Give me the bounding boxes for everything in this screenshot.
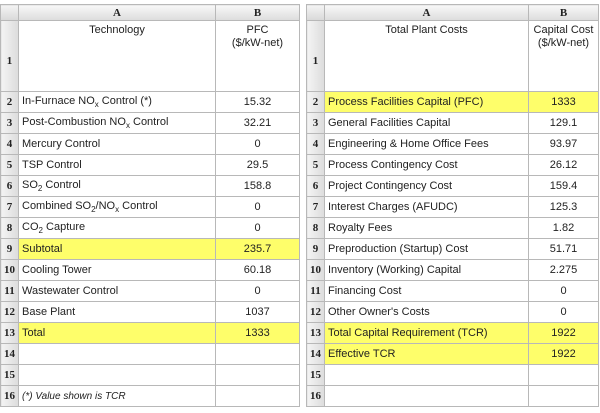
row-number[interactable]: 14 bbox=[307, 344, 325, 365]
table-row bbox=[307, 302, 599, 323]
row-number[interactable]: 15 bbox=[307, 365, 325, 386]
label-cell[interactable] bbox=[19, 239, 216, 260]
capital-cost-header-text: Capital Cost ($/kW-net) bbox=[533, 24, 594, 49]
label-cell[interactable] bbox=[325, 344, 529, 365]
left-spreadsheet bbox=[0, 4, 300, 407]
label-text: Project Contingency Cost bbox=[328, 180, 453, 192]
table-row bbox=[1, 281, 300, 302]
label-cell[interactable] bbox=[325, 323, 529, 344]
label-text: Base Plant bbox=[22, 306, 76, 318]
total-plant-costs-header-cell[interactable]: Total Plant Costs bbox=[325, 21, 529, 92]
row-number[interactable]: 7 bbox=[1, 197, 19, 218]
value-cell[interactable]: 93.97 bbox=[529, 134, 599, 155]
value-cell[interactable]: 0 bbox=[529, 281, 599, 302]
column-header-b[interactable]: B bbox=[216, 5, 300, 21]
row-number[interactable]: 11 bbox=[1, 281, 19, 302]
label-text: (*) Value shown is TCR bbox=[22, 390, 126, 402]
header-row bbox=[1, 21, 300, 92]
label-cell[interactable] bbox=[325, 155, 529, 176]
table-row bbox=[1, 113, 300, 134]
label-text: Interest Charges (AFUDC) bbox=[328, 201, 458, 213]
value-cell[interactable]: 1333 bbox=[529, 92, 599, 113]
table-row bbox=[307, 386, 599, 407]
row-number[interactable]: 16 bbox=[1, 386, 19, 407]
label-text: Financing Cost bbox=[328, 285, 402, 297]
value-cell[interactable]: 235.7 bbox=[216, 239, 300, 260]
value-cell[interactable] bbox=[216, 344, 300, 365]
value-cell[interactable]: 1922 bbox=[529, 344, 599, 365]
label-cell[interactable] bbox=[19, 134, 216, 155]
value-cell[interactable]: 125.3 bbox=[529, 197, 599, 218]
label-cell[interactable] bbox=[325, 176, 529, 197]
table-row bbox=[307, 218, 599, 239]
table-row bbox=[1, 134, 300, 155]
row-number[interactable]: 9 bbox=[1, 239, 19, 260]
label-text: Mercury Control bbox=[22, 138, 101, 150]
table-row bbox=[307, 176, 599, 197]
right-spreadsheet bbox=[306, 4, 599, 407]
label-text: Total bbox=[22, 327, 46, 339]
value-cell[interactable]: 15.32 bbox=[216, 92, 300, 113]
value-cell[interactable] bbox=[529, 386, 599, 407]
row-number[interactable]: 6 bbox=[1, 176, 19, 197]
label-text: Royalty Fees bbox=[328, 222, 393, 234]
row-number[interactable]: 12 bbox=[307, 302, 325, 323]
label-cell[interactable] bbox=[19, 155, 216, 176]
label-cell[interactable] bbox=[19, 176, 216, 197]
pfc-header-cell[interactable] bbox=[216, 21, 300, 92]
label-cell[interactable] bbox=[19, 197, 216, 218]
value-cell[interactable]: 0 bbox=[216, 134, 300, 155]
label-text: Process Contingency Cost bbox=[328, 159, 458, 171]
label-text: Other Owner's Costs bbox=[328, 306, 430, 318]
row-number[interactable]: 7 bbox=[307, 197, 325, 218]
label-cell[interactable] bbox=[325, 92, 529, 113]
corner-cell[interactable] bbox=[307, 5, 325, 21]
table-row bbox=[1, 302, 300, 323]
row-number[interactable]: 6 bbox=[307, 176, 325, 197]
row-number[interactable]: 16 bbox=[307, 386, 325, 407]
value-cell[interactable]: 0 bbox=[216, 218, 300, 239]
table-row bbox=[1, 260, 300, 281]
value-cell[interactable]: 0 bbox=[216, 281, 300, 302]
label-cell[interactable] bbox=[325, 113, 529, 134]
label-cell[interactable] bbox=[325, 281, 529, 302]
table-row bbox=[1, 176, 300, 197]
row-number[interactable]: 12 bbox=[1, 302, 19, 323]
label-text: $CO_2$ Capture bbox=[22, 220, 86, 236]
label-cell[interactable] bbox=[325, 197, 529, 218]
row-number[interactable]: 13 bbox=[307, 323, 325, 344]
label-cell[interactable] bbox=[19, 344, 216, 365]
value-cell[interactable]: 1922 bbox=[529, 323, 599, 344]
value-cell[interactable]: 0 bbox=[216, 197, 300, 218]
label-cell[interactable] bbox=[19, 323, 216, 344]
label-cell[interactable] bbox=[19, 302, 216, 323]
value-cell[interactable]: 1333 bbox=[216, 323, 300, 344]
label-cell[interactable] bbox=[325, 386, 529, 407]
row-number[interactable]: 1 bbox=[1, 21, 19, 92]
table-row bbox=[1, 197, 300, 218]
label-cell[interactable] bbox=[19, 281, 216, 302]
table-row bbox=[307, 323, 599, 344]
row-number[interactable]: 3 bbox=[1, 113, 19, 134]
label-cell[interactable] bbox=[325, 260, 529, 281]
label-text: TSP Control bbox=[22, 159, 82, 171]
label-text: Combined $SO_2/NO_x$ Control bbox=[22, 199, 158, 215]
label-cell[interactable] bbox=[325, 365, 529, 386]
table-row bbox=[1, 365, 300, 386]
table-row bbox=[307, 113, 599, 134]
label-text: General Facilities Capital bbox=[328, 117, 451, 129]
value-cell[interactable]: 26.12 bbox=[529, 155, 599, 176]
row-number[interactable]: 11 bbox=[307, 281, 325, 302]
header-row bbox=[307, 21, 599, 92]
table-row bbox=[1, 155, 300, 176]
row-number[interactable]: 1 bbox=[307, 21, 325, 92]
value-cell[interactable] bbox=[216, 365, 300, 386]
label-cell[interactable] bbox=[19, 365, 216, 386]
table-row bbox=[1, 239, 300, 260]
table-row bbox=[1, 344, 300, 365]
value-cell[interactable] bbox=[216, 386, 300, 407]
row-number[interactable]: 10 bbox=[1, 260, 19, 281]
label-cell[interactable] bbox=[19, 113, 216, 134]
table-row bbox=[307, 92, 599, 113]
row-number[interactable]: 15 bbox=[1, 365, 19, 386]
row-number[interactable]: 4 bbox=[1, 134, 19, 155]
label-cell[interactable] bbox=[19, 92, 216, 113]
label-text: Effective TCR bbox=[328, 348, 396, 360]
technology-header-cell[interactable]: Technology bbox=[19, 21, 216, 92]
value-cell[interactable]: 129.1 bbox=[529, 113, 599, 134]
label-cell[interactable] bbox=[19, 386, 216, 407]
value-cell[interactable]: 1.82 bbox=[529, 218, 599, 239]
row-number[interactable]: 4 bbox=[307, 134, 325, 155]
table-row bbox=[307, 344, 599, 365]
table-row bbox=[307, 155, 599, 176]
corner-cell[interactable] bbox=[1, 5, 19, 21]
value-cell[interactable]: 158.8 bbox=[216, 176, 300, 197]
column-header-row bbox=[1, 5, 300, 21]
row-number[interactable]: 3 bbox=[307, 113, 325, 134]
row-number[interactable]: 2 bbox=[1, 92, 19, 113]
value-cell[interactable]: 159.4 bbox=[529, 176, 599, 197]
table-row bbox=[1, 323, 300, 344]
label-text: In-Furnace $NO_x$ Control (*) bbox=[22, 94, 152, 110]
table-row bbox=[307, 365, 599, 386]
capital-cost-header-cell[interactable] bbox=[529, 21, 599, 92]
table-row bbox=[307, 281, 599, 302]
value-cell[interactable]: 1037 bbox=[216, 302, 300, 323]
label-text: Wastewater Control bbox=[22, 285, 119, 297]
row-number[interactable]: 10 bbox=[307, 260, 325, 281]
label-text: Cooling Tower bbox=[22, 264, 92, 276]
row-number[interactable]: 8 bbox=[307, 218, 325, 239]
label-cell[interactable] bbox=[325, 134, 529, 155]
label-cell[interactable] bbox=[325, 218, 529, 239]
label-text: Process Facilities Capital (PFC) bbox=[328, 96, 484, 108]
label-text: Preproduction (Startup) Cost bbox=[328, 243, 469, 255]
column-header-a[interactable]: A bbox=[325, 5, 529, 21]
table-row bbox=[1, 386, 300, 407]
value-cell[interactable]: 32.21 bbox=[216, 113, 300, 134]
value-cell[interactable]: 2.275 bbox=[529, 260, 599, 281]
row-number[interactable]: 2 bbox=[307, 92, 325, 113]
label-cell[interactable] bbox=[19, 218, 216, 239]
row-number[interactable]: 5 bbox=[307, 155, 325, 176]
label-text: Post-Combustion $NO_x$ Control bbox=[22, 115, 169, 131]
row-number[interactable]: 14 bbox=[1, 344, 19, 365]
value-cell[interactable]: 51.71 bbox=[529, 239, 599, 260]
label-text: Inventory (Working) Capital bbox=[328, 264, 462, 276]
row-number[interactable]: 13 bbox=[1, 323, 19, 344]
label-cell[interactable] bbox=[19, 260, 216, 281]
value-cell[interactable]: 60.18 bbox=[216, 260, 300, 281]
table-row bbox=[307, 239, 599, 260]
table-row bbox=[307, 260, 599, 281]
table-row bbox=[1, 92, 300, 113]
value-cell[interactable] bbox=[529, 365, 599, 386]
label-text: $SO_2$ Control bbox=[22, 178, 81, 194]
row-number[interactable]: 9 bbox=[307, 239, 325, 260]
value-cell[interactable]: 29.5 bbox=[216, 155, 300, 176]
value-cell[interactable]: 0 bbox=[529, 302, 599, 323]
table-row bbox=[1, 218, 300, 239]
row-number[interactable]: 5 bbox=[1, 155, 19, 176]
table-row bbox=[307, 134, 599, 155]
label-text: Engineering & Home Office Fees bbox=[328, 138, 489, 150]
column-header-a[interactable]: A bbox=[19, 5, 216, 21]
label-text: Subtotal bbox=[22, 243, 63, 255]
label-cell[interactable] bbox=[325, 239, 529, 260]
table-row bbox=[307, 197, 599, 218]
label-cell[interactable] bbox=[325, 302, 529, 323]
column-header-b[interactable]: B bbox=[529, 5, 599, 21]
pfc-header-text: PFC ($/kW-net) bbox=[231, 24, 284, 49]
column-header-row bbox=[307, 5, 599, 21]
row-number[interactable]: 8 bbox=[1, 218, 19, 239]
label-text: Total Capital Requirement (TCR) bbox=[328, 327, 488, 339]
